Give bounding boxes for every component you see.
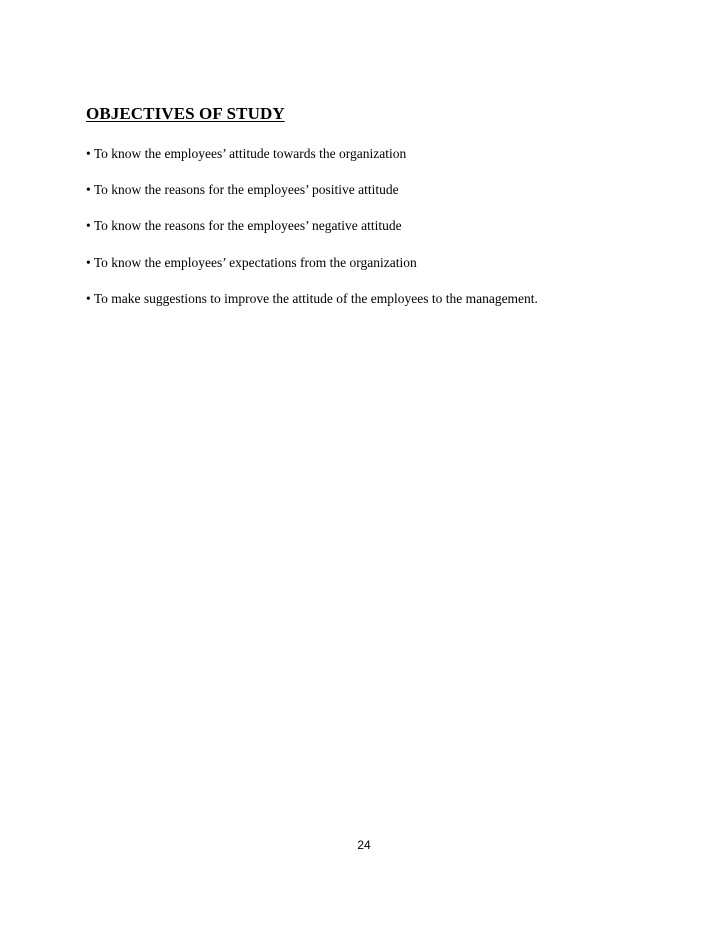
- page-number: [0, 838, 728, 852]
- objective-item-4: • To know the employees’ expectations from the organization: [86, 255, 417, 270]
- objective-item-3: • To know the reasons for the employees’ negative attitude: [86, 218, 402, 233]
- objective-item-2: • To know the reasons for the employees’ positive attitude: [86, 182, 399, 197]
- objective-item-1: • To know the employees’ attitude towards the organization: [86, 146, 407, 161]
- page-number-text: 24: [357, 838, 371, 852]
- section-heading: OBJECTIVES OF STUDY: [86, 104, 285, 123]
- objective-item-5: • To make suggestions to improve the attitude of the employees to the management.: [86, 291, 538, 306]
